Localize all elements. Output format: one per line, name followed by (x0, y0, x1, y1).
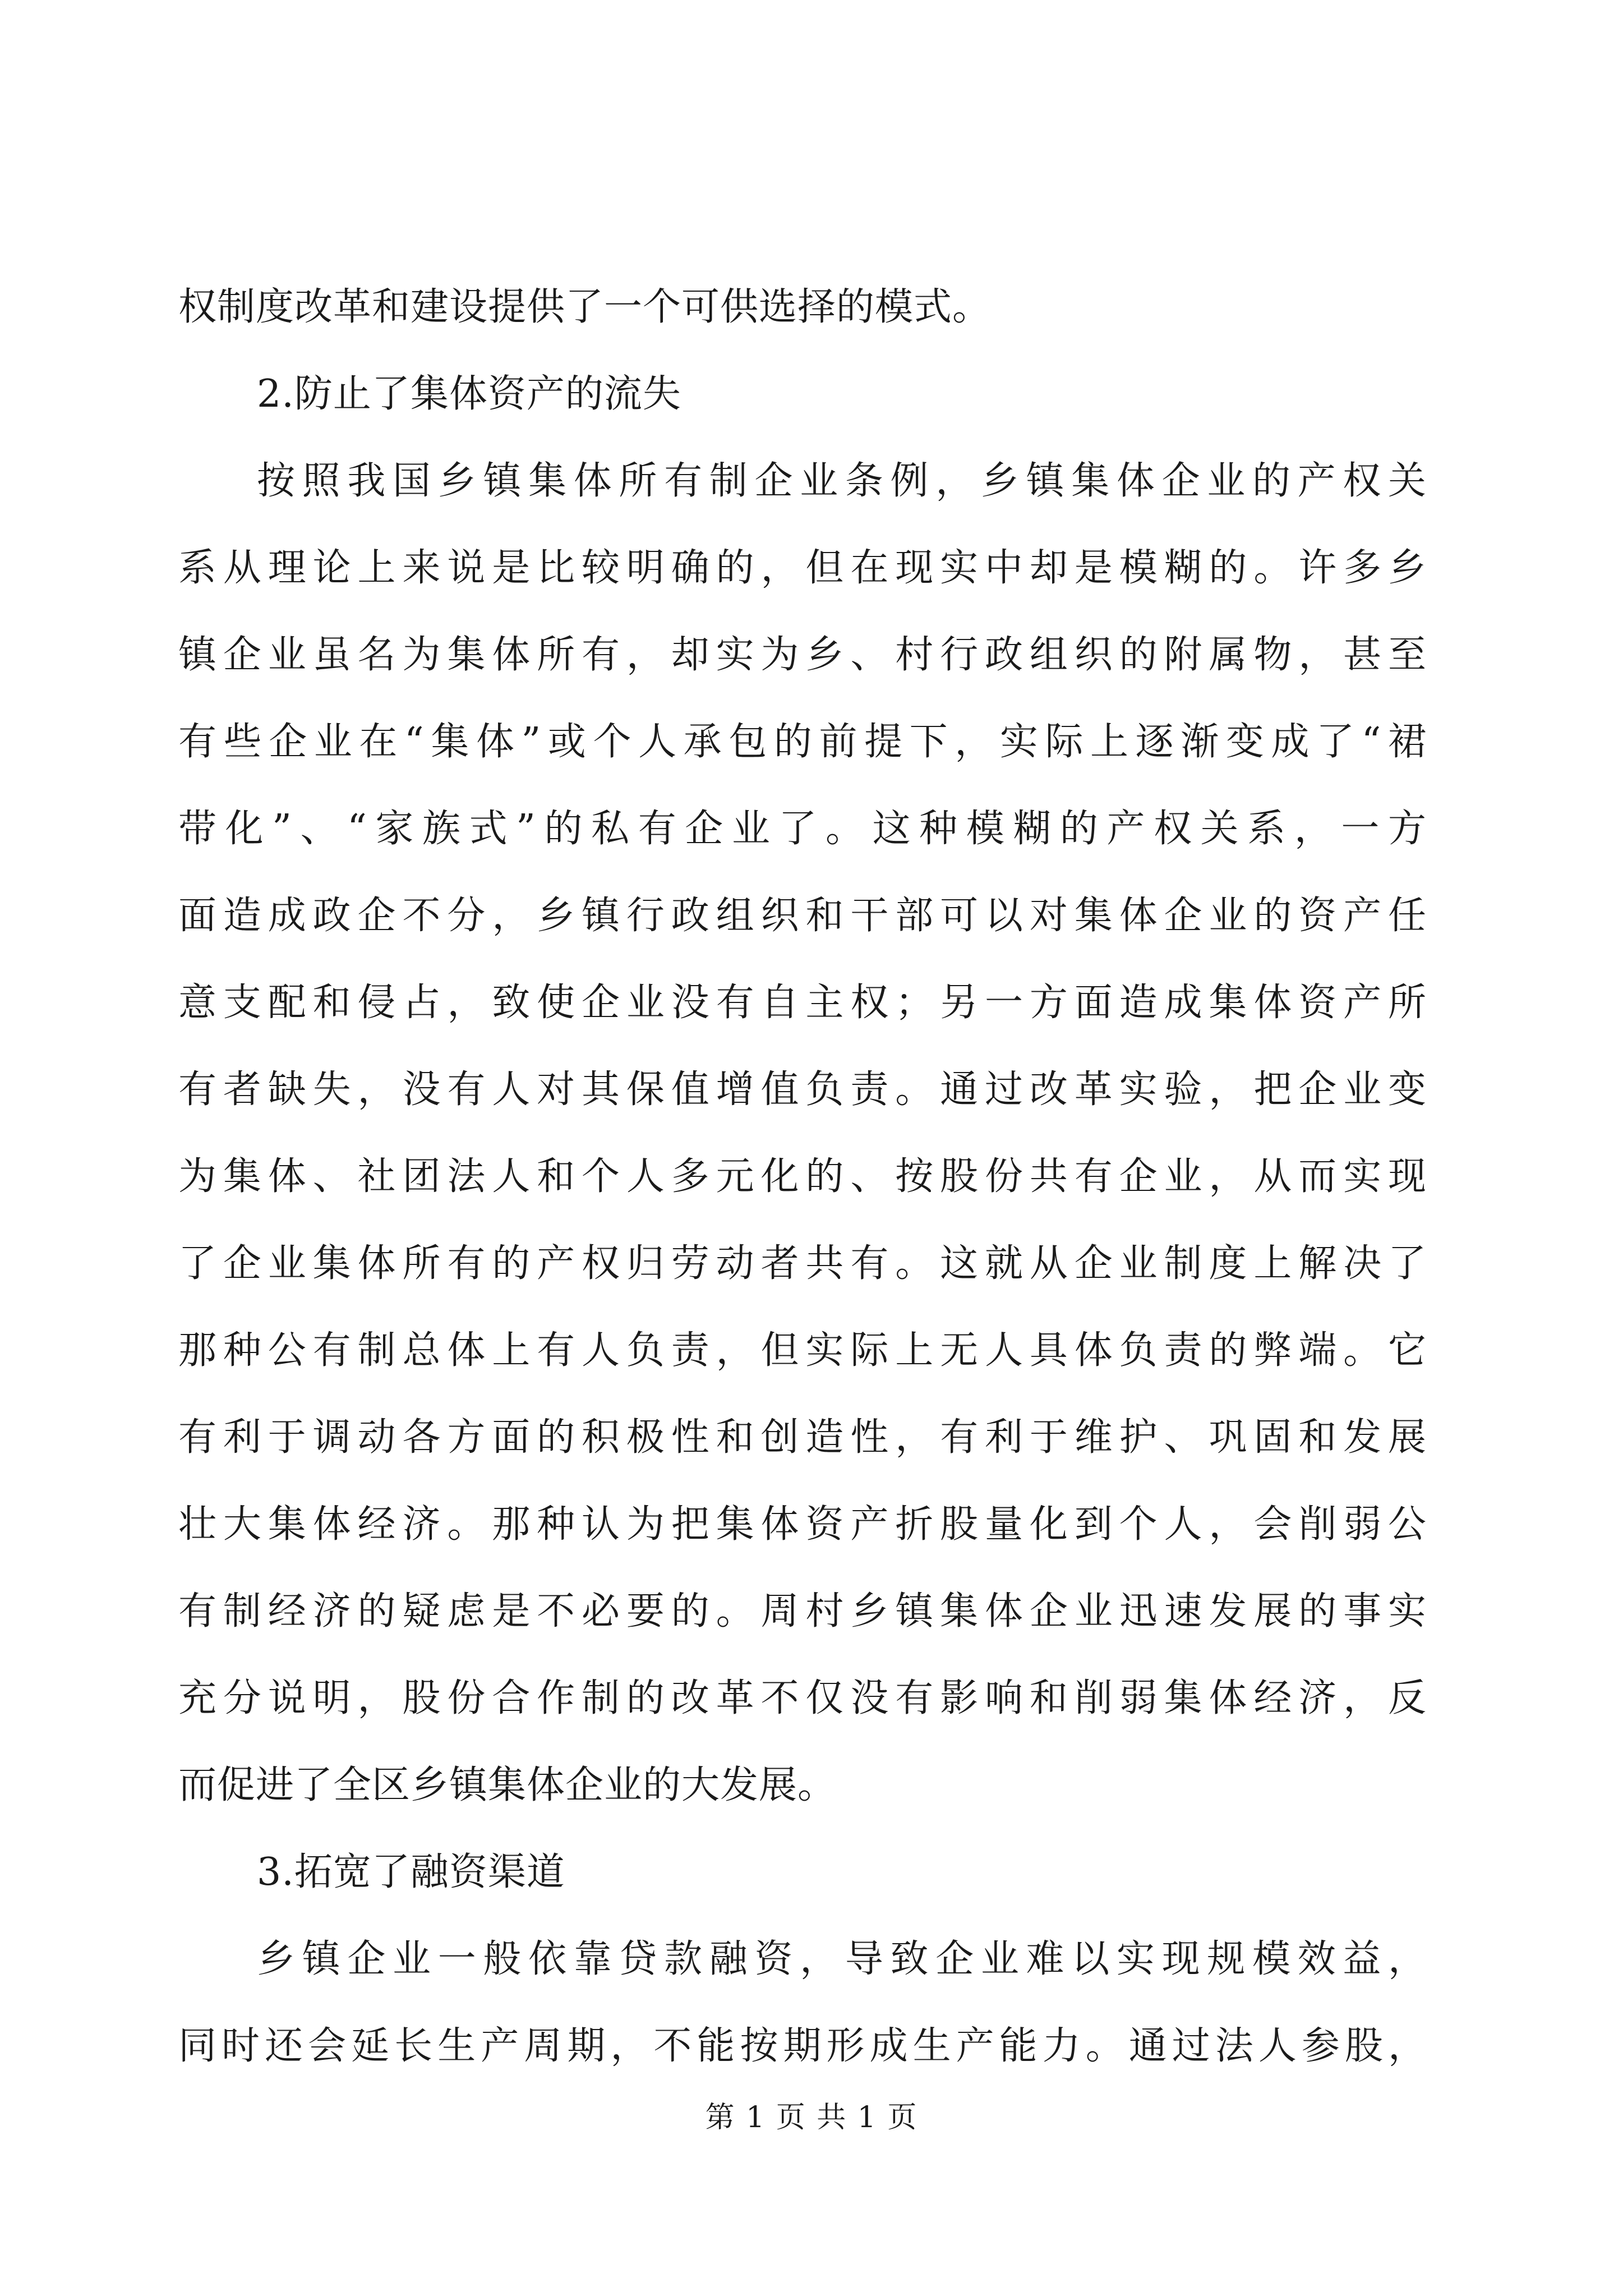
body-text-line: 系从理论上来说是比较明确的，但在现实中却是模糊的。许多乡 (178, 546, 1427, 590)
body-text-line: 有者缺失，没有人对其保值增值负责。通过改革实验，把企业变 (178, 1068, 1427, 1112)
body-text-line: 了企业集体所有的产权归劳动者共有。这就从企业制度上解决了 (178, 1241, 1427, 1286)
body-text-line: 镇企业虽名为集体所有，却实为乡、村行政组织的附属物，甚至 (178, 633, 1427, 677)
body-text-line: 面造成政企不分，乡镇行政组织和干部可以对集体企业的资产任 (178, 894, 1427, 938)
body-text-line: 乡镇企业一般依靠贷款融资，导致企业难以实现规模效益， (257, 1937, 1427, 1981)
body-text-line: 充分说明，股份合作制的改革不仅没有影响和削弱集体经济，反 (178, 1676, 1427, 1720)
body-text-line: 有制经济的疑虑是不必要的。周村乡镇集体企业迅速发展的事实 (178, 1589, 1427, 1634)
document-body (178, 264, 1427, 2090)
section-heading: 2.防止了集体资产的流失 (257, 372, 681, 416)
page-footer: 第 1 页 共 1 页 (705, 2101, 918, 2134)
body-text-line: 有利于调动各方面的积极性和创造性，有利于维护、巩固和发展 (178, 1415, 1427, 1460)
body-text-line: 带化”、“家族式”的私有企业了。这种模糊的产权关系，一方 (178, 807, 1427, 851)
body-text-line: 有些企业在“集体”或个人承包的前提下，实际上逐渐变成了“裙 (178, 720, 1427, 764)
body-text-line: 而促进了全区乡镇集体企业的大发展。 (178, 1763, 837, 1807)
body-text-line: 意支配和侵占，致使企业没有自主权；另一方面造成集体资产所 (178, 981, 1427, 1025)
body-text-line: 那种公有制总体上有人负责，但实际上无人具体负责的弊端。它 (178, 1328, 1427, 1373)
body-text-line: 权制度改革和建设提供了一个可供选择的模式。 (178, 285, 992, 329)
body-text-line: 壮大集体经济。那种认为把集体资产折股量化到个人，会削弱公 (178, 1502, 1427, 1547)
body-text-line: 按照我国乡镇集体所有制企业条例，乡镇集体企业的产权关 (257, 459, 1427, 503)
body-text-line: 同时还会延长生产周期，不能按期形成生产能力。通过法人参股， (178, 2024, 1427, 2068)
section-heading: 3.拓宽了融资渠道 (257, 1850, 565, 1894)
body-text-line: 为集体、社团法人和个人多元化的、按股份共有企业，从而实现 (178, 1154, 1427, 1199)
